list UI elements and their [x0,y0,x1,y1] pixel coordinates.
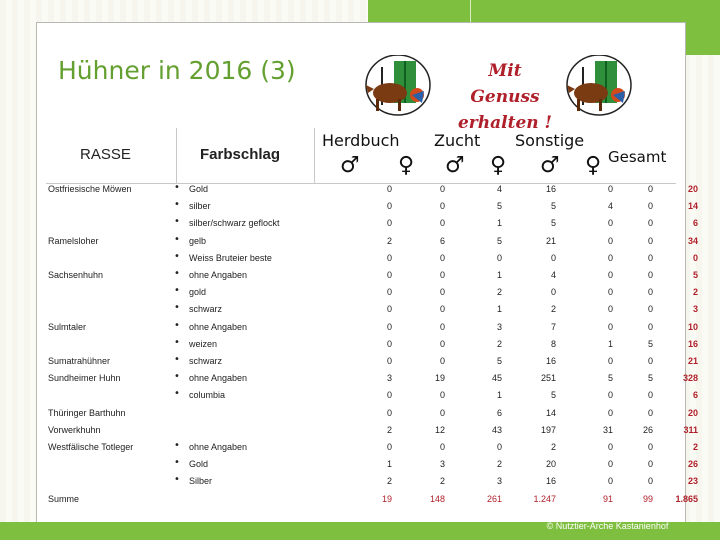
cell-count: 0 [607,184,613,194]
bullet-icon: • [174,285,180,297]
cell-count: 1 [496,390,502,401]
cell-count: 6 [439,235,445,246]
cell-rasse: Westfälische Totleger [48,442,134,452]
table-row [46,474,698,491]
cell-rasse: Vorwerkhuhn [48,424,101,435]
bullet-icon: • [174,216,180,228]
cell-count: 2 [386,235,392,246]
group-header-sonstige: Sonstige [515,131,585,150]
cell-count: 1 [496,304,502,315]
cell-count: 0 [386,270,392,280]
cell-count: 0 [386,442,392,452]
cell-count: 6 [496,407,502,418]
cell-rasse: Ostfriesische Möwen [48,184,132,194]
cell-count: 0 [607,476,613,487]
cell-count: 0 [439,407,445,418]
farm-logo-left [362,55,432,117]
column-header-rasse: RASSE [80,146,131,163]
cell-count: 14 [545,407,556,418]
cell-count: 2 [550,442,556,452]
cell-count: 2 [386,424,392,435]
cell-farbschlag: weizen [189,338,218,349]
cell-count: 0 [439,270,445,280]
cell-rasse: Sumatrahühner [48,356,111,366]
cell-count: 0 [439,184,445,194]
page-title: Hühner in 2016 (3) [58,56,296,85]
table-row [46,319,698,337]
table-row [46,182,698,199]
cell-count: 0 [607,390,613,401]
table-row [46,268,698,285]
cell-count: 8 [550,338,556,349]
table-row [46,388,698,405]
cell-total: 26 [687,459,698,470]
cell-count: 0 [439,338,445,349]
cell-count: 0 [607,218,613,229]
cell-rasse: Sundheimer Huhn [48,373,121,384]
cell-count: 3 [386,373,392,384]
cell-count: 5 [496,201,502,212]
cell-count: 148 [429,493,445,504]
cell-farbschlag: ohne Angaben [189,270,248,280]
cell-count: 5 [496,235,502,246]
bullet-icon: • [174,233,180,245]
cell-count: 0 [607,252,613,263]
cell-count: 5 [647,373,653,384]
female-symbol-zucht: ♀ [490,153,507,178]
cell-count: 19 [381,493,392,504]
header-divider-line [176,128,177,184]
male-symbol-herdbuch: ♂ [340,153,360,178]
group-header-herdbuch: Herdbuch [322,131,400,150]
cell-count: 0 [607,304,613,315]
cell-farbschlag: Weiss Bruteier beste [189,252,272,263]
cell-rasse: Thüringer Barthuhn [48,407,126,418]
bullet-icon: • [174,182,180,193]
cell-farbschlag: ohne Angaben [189,373,248,384]
cell-farbschlag: ohne Angaben [189,321,248,332]
male-symbol-sonstige: ♂ [540,153,560,178]
cell-count: 7 [550,321,556,332]
slogan [455,58,555,136]
farm-logo-right [563,55,633,117]
cell-farbschlag: Gold [189,184,209,194]
cell-count: 2 [550,304,556,315]
cell-rasse: Sachsenhuhn [48,270,104,280]
cell-total: 3 [692,304,698,315]
cell-total: 6 [692,390,698,401]
slogan-line-1: Mit Genuss [470,61,540,107]
cell-count: 0 [607,287,613,298]
cell-total: 5 [692,270,698,280]
cell-count: 0 [439,321,445,332]
header-divider-line [314,128,315,184]
bullet-icon: • [174,457,180,469]
cell-count: 5 [647,338,653,349]
table-row [46,285,698,302]
cell-count: 31 [602,424,613,435]
cell-count: 0 [439,356,445,366]
cell-count: 0 [550,252,556,263]
cell-count: 43 [491,424,502,435]
cell-farbschlag: Gold [189,459,209,470]
cell-total: 1.865 [675,493,698,504]
cell-count: 3 [496,321,502,332]
cell-count: 2 [496,459,502,470]
cell-total: 328 [682,373,698,384]
cell-farbschlag: silber/schwarz geflockt [189,218,280,229]
cell-count: 0 [647,476,653,487]
cell-farbschlag: schwarz [189,356,223,366]
cell-count: 0 [647,459,653,470]
cell-count: 0 [647,407,653,418]
cell-count: 0 [550,287,556,298]
cell-total: 21 [687,356,698,366]
cell-count: 0 [386,304,392,315]
cell-count: 0 [607,270,613,280]
cell-count: 261 [486,493,502,504]
cell-count: 197 [540,424,556,435]
cell-count: 19 [434,373,445,384]
bullet-icon: • [174,371,180,383]
bullet-icon: • [174,474,180,486]
cell-count: 21 [545,235,556,246]
bullet-icon: • [174,302,180,314]
cell-farbschlag: schwarz [189,304,223,315]
cell-count: 0 [439,304,445,315]
table-row [46,423,698,440]
cell-total: 23 [687,476,698,487]
cell-count: 5 [550,201,556,212]
cell-count: 45 [491,373,502,384]
cell-total: 0 [692,252,698,263]
cell-count: 251 [540,373,556,384]
cell-total: 10 [687,321,698,332]
cell-count: 26 [642,424,653,435]
cell-count: 5 [496,356,502,366]
male-symbol-zucht: ♂ [445,153,465,178]
cell-count: 0 [647,252,653,263]
cell-count: 0 [386,252,392,263]
bullet-icon: • [174,388,180,400]
cell-count: 0 [386,407,392,418]
cell-count: 1 [607,338,613,349]
cell-count: 3 [496,476,502,487]
bullet-icon: • [174,336,180,348]
table-row [46,336,698,354]
cell-count: 2 [386,476,392,487]
table-row [46,354,698,371]
cell-count: 2 [439,476,445,487]
cell-count: 5 [550,218,556,229]
cell-count: 0 [607,407,613,418]
cell-farbschlag: silber [189,201,211,212]
table-row [46,440,698,457]
cell-total: 34 [687,235,698,246]
cell-count: 0 [496,252,502,263]
cell-count: 16 [545,476,556,487]
cell-farbschlag: gold [189,287,207,298]
cell-count: 0 [647,390,653,401]
cell-total: 14 [687,201,698,212]
bullet-icon: • [174,250,180,262]
cell-count: 0 [496,442,502,452]
cell-total: 20 [687,407,698,418]
cell-rasse: Summe [48,493,80,504]
cell-count: 91 [602,493,613,504]
cell-farbschlag: ohne Angaben [189,442,248,452]
bullet-icon: • [174,354,180,365]
female-symbol-sonstige: ♀ [585,153,602,178]
bullet-icon: • [174,268,180,279]
cell-count: 0 [647,287,653,298]
group-header-zucht: Zucht [434,131,481,150]
cell-count: 5 [550,390,556,401]
cell-count: 0 [647,442,653,452]
cell-count: 0 [439,218,445,229]
cell-count: 0 [647,218,653,229]
table-row [46,302,698,319]
cell-total: 6 [692,218,698,229]
cell-count: 0 [386,338,392,349]
cell-count: 0 [386,184,392,194]
cell-count: 0 [607,459,613,470]
cell-count: 20 [545,459,556,470]
slogan-line-2: erhalten ! [457,113,552,133]
cell-count: 0 [647,304,653,315]
cell-count: 3 [439,459,445,470]
cell-count: 0 [386,287,392,298]
cell-count: 0 [647,201,653,212]
female-symbol-herdbuch: ♀ [398,153,415,178]
cell-total: 311 [683,424,698,435]
cell-count: 0 [607,356,613,366]
cell-count: 0 [439,287,445,298]
cell-count: 2 [496,338,502,349]
cell-rasse: Sulmtaler [48,321,87,332]
cell-total: 16 [687,338,698,349]
table-row [46,406,698,423]
cell-total: 2 [692,287,698,298]
cell-count: 1 [496,270,502,280]
cell-count: 4 [607,201,613,212]
cell-count: 0 [386,356,392,366]
bullet-icon: • [174,199,180,211]
cell-count: 1 [386,459,392,470]
cell-count: 0 [439,390,445,401]
cell-count: 0 [607,442,613,452]
cell-count: 99 [642,493,653,504]
cell-count: 0 [386,390,392,401]
cell-farbschlag: gelb [189,235,207,246]
cell-rasse: Ramelsloher [48,235,99,246]
cell-count: 0 [647,235,653,246]
cell-count: 0 [386,201,392,212]
table-row [46,233,698,251]
cell-count: 4 [496,184,502,194]
cell-count: 2 [496,287,502,298]
cell-count: 16 [545,184,556,194]
cell-total: 20 [687,184,698,194]
footer-copyright: © Nutztier-Arche Kastanienhof [546,521,669,531]
table-row [46,457,698,474]
cell-count: 5 [607,373,613,384]
cell-count: 0 [647,356,653,366]
cell-count: 0 [607,235,613,246]
cell-count: 0 [647,184,653,194]
cell-count: 0 [439,252,445,263]
table-row [46,371,698,388]
cell-count: 12 [434,424,445,435]
cell-count: 16 [545,356,556,366]
bullet-icon: • [174,319,180,331]
sum-row [46,492,698,509]
cell-count: 0 [439,201,445,212]
cell-farbschlag: Silber [189,476,213,487]
cell-count: 0 [647,321,653,332]
table-row [46,199,698,216]
column-header-gesamt: Gesamt [608,148,667,166]
cell-count: 0 [386,321,392,332]
cell-count: 1 [496,218,502,229]
cell-count: 4 [550,270,556,280]
cell-farbschlag: columbia [189,390,226,401]
column-header-farbschlag: Farbschlag [200,146,281,163]
cell-count: 0 [647,270,653,280]
table-row [46,250,698,268]
cell-count: 0 [386,218,392,229]
table-row [46,216,698,233]
cell-count: 0 [439,442,445,452]
cell-count: 1.247 [533,493,556,504]
cell-count: 0 [607,321,613,332]
bullet-icon: • [174,440,180,451]
cell-total: 2 [692,442,698,452]
